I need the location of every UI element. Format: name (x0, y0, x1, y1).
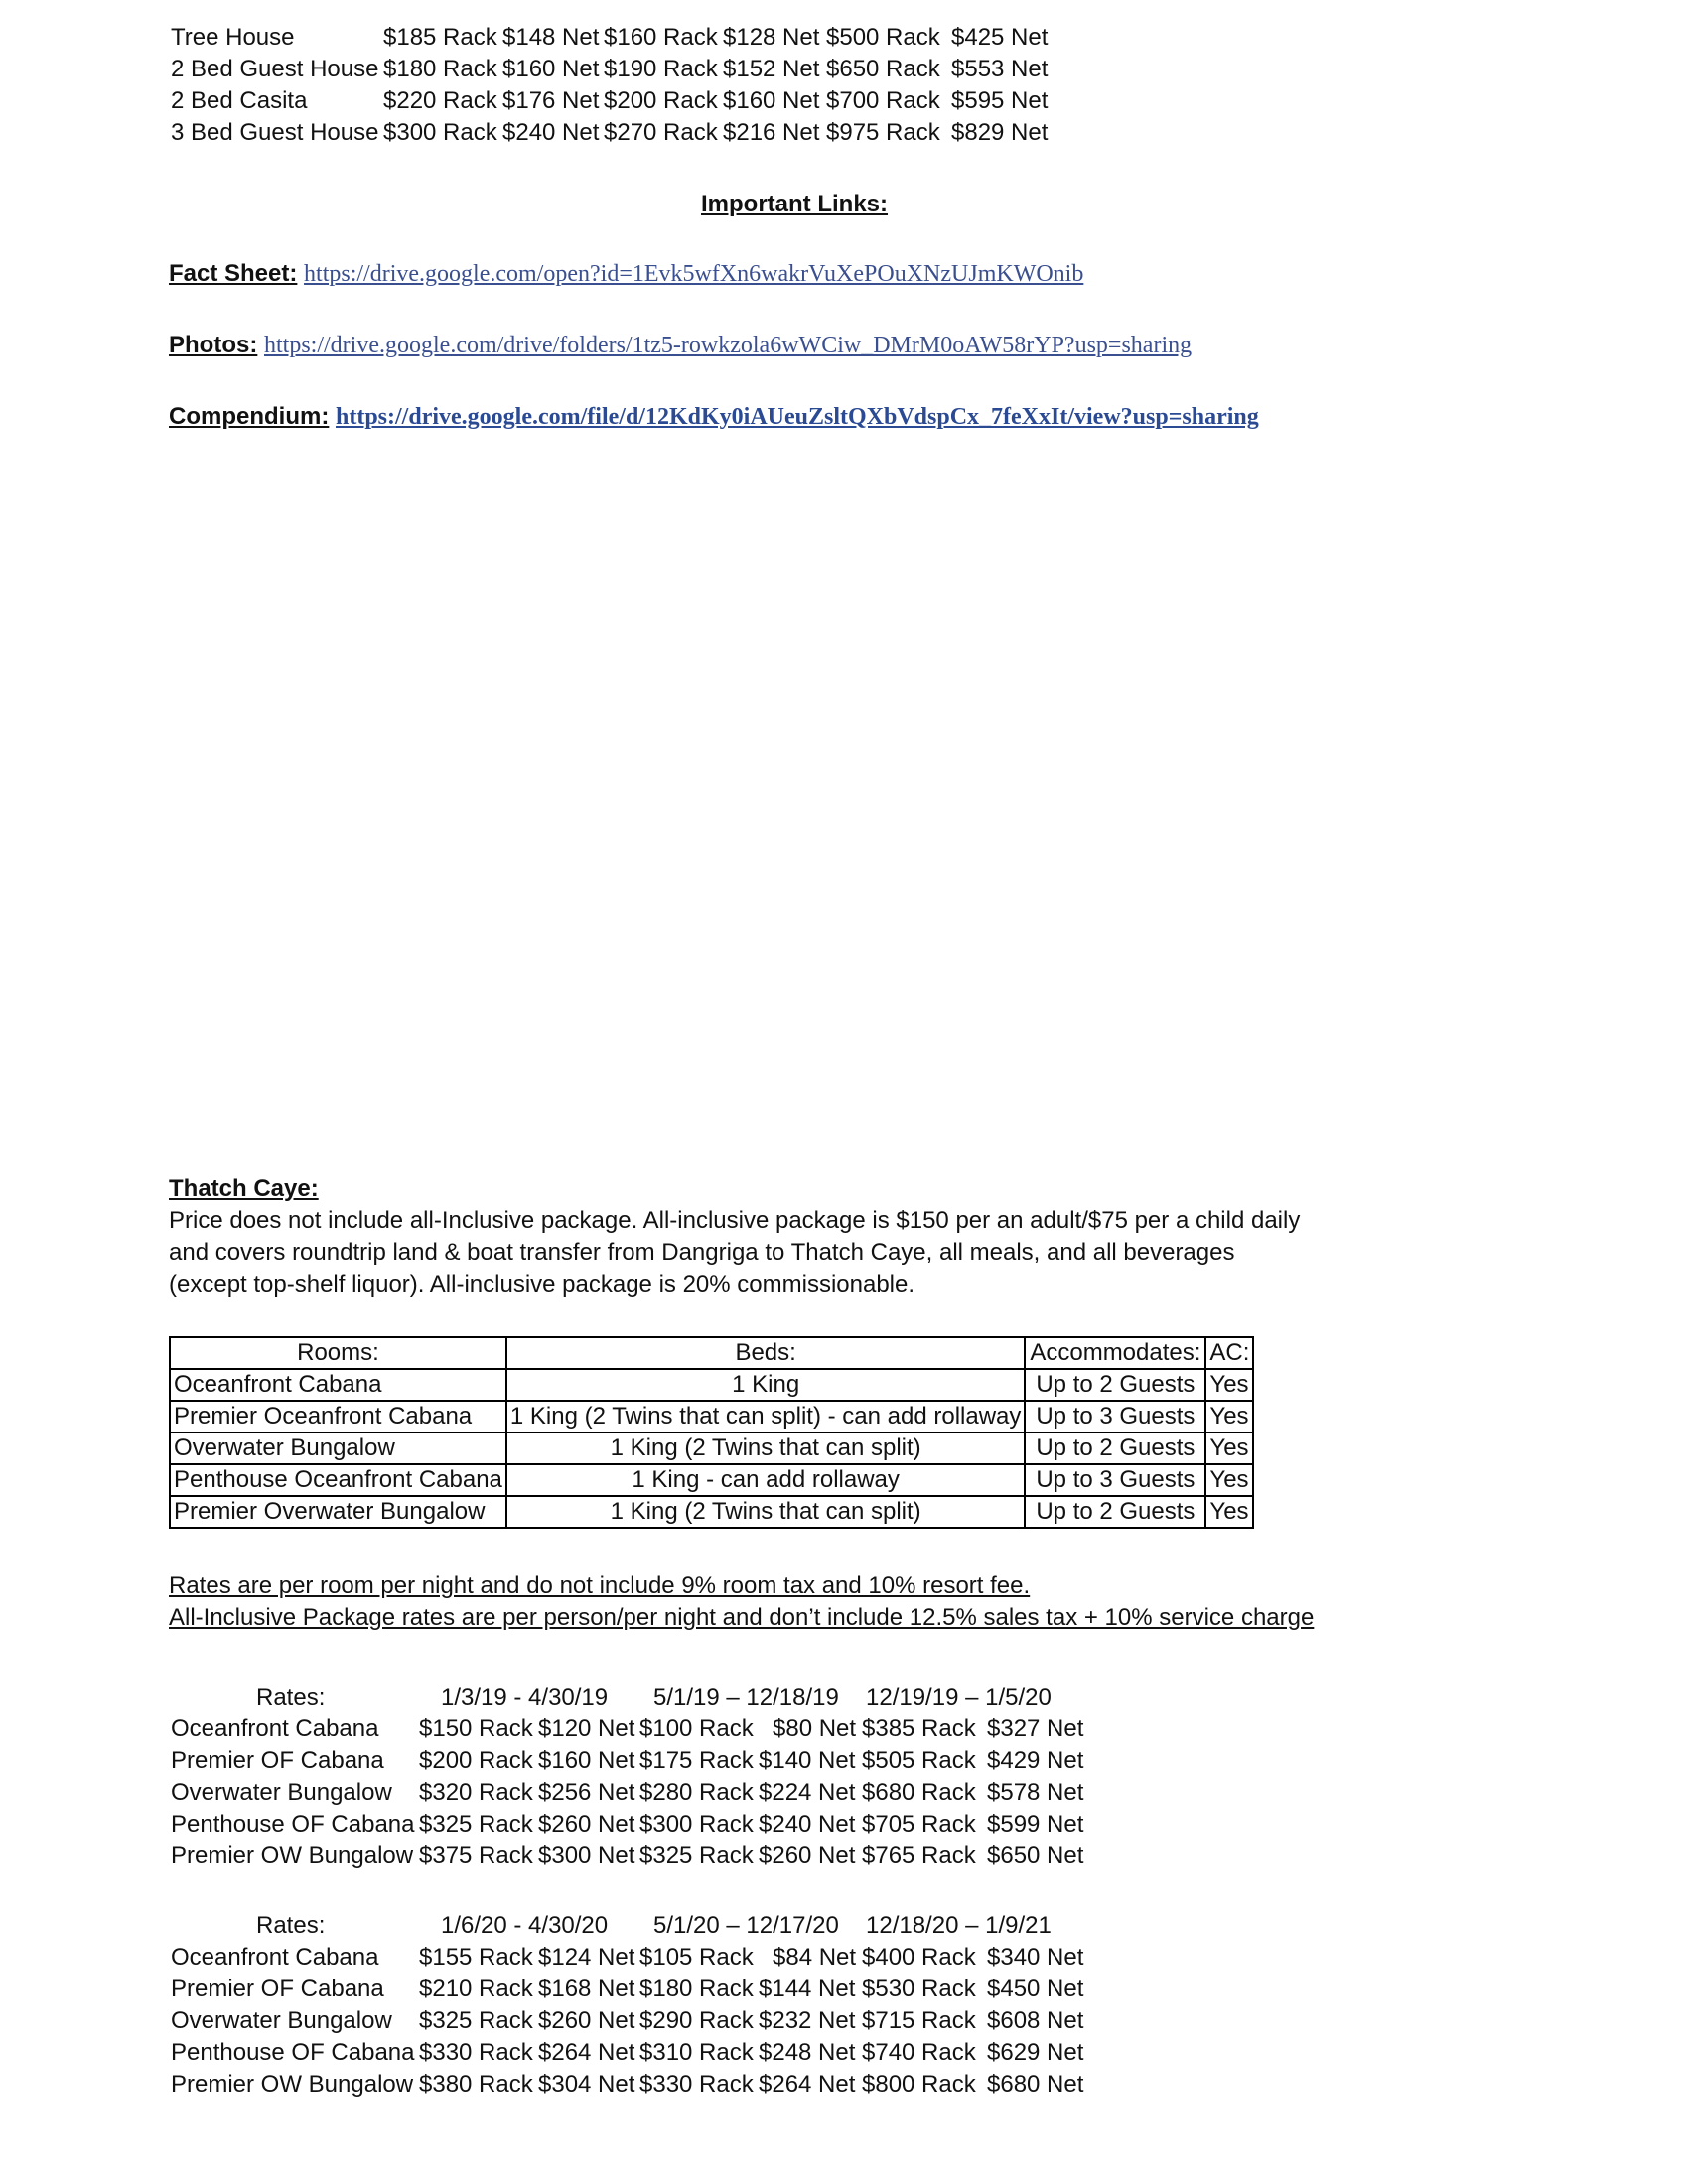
rate-cell: $330 Rack (639, 2071, 754, 2098)
rate-cell: $715 Rack (862, 2007, 976, 2034)
rate-cell: $240 Net (759, 1811, 856, 1838)
rate-cell: $140 Net (759, 1747, 856, 1774)
rate-cell: $599 Net (987, 1811, 1084, 1838)
rate-cell: $578 Net (987, 1779, 1084, 1806)
ac-header: AC: (1205, 1337, 1253, 1369)
room-accommodates: Up to 2 Guests (1025, 1369, 1205, 1401)
rate-cell: $530 Rack (862, 1976, 976, 2002)
rate-cell: $200 Rack (419, 1747, 533, 1774)
table-row (170, 1433, 1253, 1464)
rate-cell: $429 Net (987, 1747, 1084, 1774)
season-header: 1/6/20 - 4/30/20 (441, 1912, 609, 1939)
fact-sheet-link[interactable]: https://drive.google.com/open?id=1Evk5wfXn6wakrVuXePOuXNzUJmKWOnib (304, 261, 1084, 287)
rate-cell: $185 Rack (383, 24, 497, 51)
rate-cell: $240 Net (502, 119, 600, 146)
rate-cell: $200 Rack (604, 87, 718, 114)
rate-cell: $650 Rack (826, 56, 940, 82)
rate-cell: $400 Rack (862, 1944, 976, 1971)
rate-cell: Premier OW Bungalow (171, 2071, 414, 2098)
season-header: 5/1/20 – 12/17/20 (653, 1912, 839, 1939)
rate-cell: $148 Net (502, 24, 600, 51)
rate-cell: $264 Net (759, 2071, 856, 2098)
rooms-header-row (170, 1337, 1253, 1369)
rate-cell: Tree House (171, 24, 295, 51)
rate-cell: $385 Rack (862, 1715, 976, 1742)
room-name: Premier Oceanfront Cabana (170, 1401, 506, 1433)
rate-cell: $260 Net (759, 1843, 856, 1869)
rate-cell: $256 Net (538, 1779, 635, 1806)
room-accommodates: Up to 2 Guests (1025, 1433, 1205, 1464)
rate-cell: $105 Rack (639, 1944, 754, 1971)
rate-cell: $100 Rack (639, 1715, 754, 1742)
rate-cell: $500 Rack (826, 24, 940, 51)
rooms-table (169, 1336, 1254, 1529)
room-name: Overwater Bungalow (170, 1433, 506, 1464)
rate-cell: $260 Net (538, 1811, 635, 1838)
beds-header: Beds: (506, 1337, 1025, 1369)
rate-cell: $375 Rack (419, 1843, 533, 1869)
rate-cell: 2 Bed Casita (171, 87, 308, 114)
room-ac: Yes (1205, 1433, 1253, 1464)
package-note: All-Inclusive Package rates are per person/per night and don’t include 12.5% sales tax + 10% service charge (169, 1604, 1315, 1631)
rate-cell: Premier OF Cabana (171, 1976, 384, 2002)
room-ac: Yes (1205, 1401, 1253, 1433)
rate-cell: $160 Net (502, 56, 600, 82)
rate-cell: $829 Net (951, 119, 1049, 146)
rate-cell: $270 Rack (604, 119, 718, 146)
room-ac: Yes (1205, 1496, 1253, 1528)
rate-cell: $310 Rack (639, 2039, 754, 2066)
rate-cell: $224 Net (759, 1779, 856, 1806)
rates-label: Rates: (256, 1912, 326, 1939)
room-beds: 1 King (2 Twins that can split) (506, 1496, 1025, 1528)
rate-cell: $280 Rack (639, 1779, 754, 1806)
rate-cell: $80 Net (773, 1715, 857, 1742)
fact-sheet-label: Fact Sheet: (169, 260, 298, 287)
rate-cell: $325 Rack (639, 1843, 754, 1869)
rate-cell: Premier OW Bungalow (171, 1843, 414, 1869)
rate-cell: $120 Net (538, 1715, 635, 1742)
rate-cell: Oceanfront Cabana (171, 1715, 379, 1742)
table-row (170, 1464, 1253, 1496)
rate-cell: $595 Net (951, 87, 1049, 114)
rate-cell: $553 Net (951, 56, 1049, 82)
rate-cell: Penthouse OF Cabana (171, 1811, 415, 1838)
rate-cell: $160 Net (723, 87, 820, 114)
rate-cell: $320 Rack (419, 1779, 533, 1806)
rate-cell: 3 Bed Guest House (171, 119, 379, 146)
room-name: Penthouse Oceanfront Cabana (170, 1464, 506, 1496)
rate-cell: $325 Rack (419, 1811, 533, 1838)
table-row (170, 1369, 1253, 1401)
rate-cell: $705 Rack (862, 1811, 976, 1838)
rate-cell: $180 Rack (383, 56, 497, 82)
rate-cell: $175 Rack (639, 1747, 754, 1774)
rate-cell: $124 Net (538, 1944, 635, 1971)
photos-row (169, 330, 1192, 361)
table-row (170, 1496, 1253, 1528)
table-row (170, 1401, 1253, 1433)
room-accommodates: Up to 2 Guests (1025, 1496, 1205, 1528)
rates-note: Rates are per room per night and do not include 9% room tax and 10% resort fee. (169, 1572, 1031, 1599)
rate-cell: $180 Rack (639, 1976, 754, 2002)
rate-cell: $380 Rack (419, 2071, 533, 2098)
rate-cell: $325 Rack (419, 2007, 533, 2034)
rate-cell: $800 Rack (862, 2071, 976, 2098)
thatch-desc-line: Price does not include all-Inclusive package. All-inclusive package is $150 per an adult/$75 per a child daily (169, 1207, 1301, 1234)
season-header: 1/3/19 - 4/30/19 (441, 1684, 609, 1710)
room-ac: Yes (1205, 1369, 1253, 1401)
season-header: 12/18/20 – 1/9/21 (866, 1912, 1052, 1939)
room-accommodates: Up to 3 Guests (1025, 1401, 1205, 1433)
room-beds: 1 King - can add rollaway (506, 1464, 1025, 1496)
rate-cell: $680 Rack (862, 1779, 976, 1806)
rate-cell: $505 Rack (862, 1747, 976, 1774)
rate-cell: $300 Rack (383, 119, 497, 146)
room-beds: 1 King (506, 1369, 1025, 1401)
rate-cell: $128 Net (723, 24, 820, 51)
rate-cell: Overwater Bungalow (171, 1779, 392, 1806)
thatch-heading: Thatch Caye: (169, 1175, 319, 1202)
rate-cell: $84 Net (773, 1944, 857, 1971)
rate-cell: $975 Rack (826, 119, 940, 146)
rate-cell: $160 Net (538, 1747, 635, 1774)
rate-cell: $290 Rack (639, 2007, 754, 2034)
room-ac: Yes (1205, 1464, 1253, 1496)
rate-cell: $327 Net (987, 1715, 1084, 1742)
thatch-desc-line: and covers roundtrip land & boat transfer from Dangriga to Thatch Caye, all meals, and all beverages (169, 1239, 1235, 1266)
rate-cell: $330 Rack (419, 2039, 533, 2066)
photos-label: Photos: (169, 332, 258, 358)
room-beds: 1 King (2 Twins that can split) (506, 1433, 1025, 1464)
rate-cell: $248 Net (759, 2039, 856, 2066)
compendium-row (169, 401, 1259, 433)
rooms-header: Rooms: (170, 1337, 506, 1369)
rate-cell: $304 Net (538, 2071, 635, 2098)
room-name: Oceanfront Cabana (170, 1369, 506, 1401)
rate-cell: $700 Rack (826, 87, 940, 114)
rate-cell: $155 Rack (419, 1944, 533, 1971)
rates-label: Rates: (256, 1684, 326, 1710)
rate-cell: $216 Net (723, 119, 820, 146)
rate-cell: $650 Net (987, 1843, 1084, 1869)
accommodates-header: Accommodates: (1025, 1337, 1205, 1369)
rate-cell: $740 Rack (862, 2039, 976, 2066)
season-header: 5/1/19 – 12/18/19 (653, 1684, 839, 1710)
rate-cell: $680 Net (987, 2071, 1084, 2098)
photos-link[interactable]: https://drive.google.com/drive/folders/1tz5-rowkzola6wWCiw_DMrM0oAW58rYP?usp=sharing (264, 333, 1193, 358)
rate-cell: Penthouse OF Cabana (171, 2039, 415, 2066)
rate-cell: $300 Rack (639, 1811, 754, 1838)
rate-cell: $150 Rack (419, 1715, 533, 1742)
rate-cell: $765 Rack (862, 1843, 976, 1869)
rate-cell: $425 Net (951, 24, 1049, 51)
rate-cell: $232 Net (759, 2007, 856, 2034)
rate-cell: $608 Net (987, 2007, 1084, 2034)
room-name: Premier Overwater Bungalow (170, 1496, 506, 1528)
rate-cell: $190 Rack (604, 56, 718, 82)
rate-cell: Premier OF Cabana (171, 1747, 384, 1774)
fact-sheet-row (169, 258, 1083, 290)
rate-cell: Oceanfront Cabana (171, 1944, 379, 1971)
links-heading: Important Links: (701, 191, 889, 217)
compendium-label: Compendium: (169, 403, 330, 430)
rate-cell: Overwater Bungalow (171, 2007, 392, 2034)
rate-cell: $629 Net (987, 2039, 1084, 2066)
season-header: 12/19/19 – 1/5/20 (866, 1684, 1052, 1710)
rate-cell: $300 Net (538, 1843, 635, 1869)
rate-cell: 2 Bed Guest House (171, 56, 379, 82)
rate-cell: $340 Net (987, 1944, 1084, 1971)
rate-cell: $264 Net (538, 2039, 635, 2066)
room-beds: 1 King (2 Twins that can split) - can add rollaway (506, 1401, 1025, 1433)
rate-cell: $160 Rack (604, 24, 718, 51)
thatch-desc-line: (except top-shelf liquor). All-inclusive package is 20% commissionable. (169, 1271, 915, 1297)
room-accommodates: Up to 3 Guests (1025, 1464, 1205, 1496)
rate-cell: $168 Net (538, 1976, 635, 2002)
rate-cell: $152 Net (723, 56, 820, 82)
rate-cell: $176 Net (502, 87, 600, 114)
rate-cell: $210 Rack (419, 1976, 533, 2002)
compendium-link[interactable]: https://drive.google.com/file/d/12KdKy0iAUeuZsltQXbVdspCx_7feXxIt/view?usp=sharing (336, 404, 1259, 430)
rate-cell: $260 Net (538, 2007, 635, 2034)
rate-cell: $144 Net (759, 1976, 856, 2002)
rate-cell: $220 Rack (383, 87, 497, 114)
rate-cell: $450 Net (987, 1976, 1084, 2002)
